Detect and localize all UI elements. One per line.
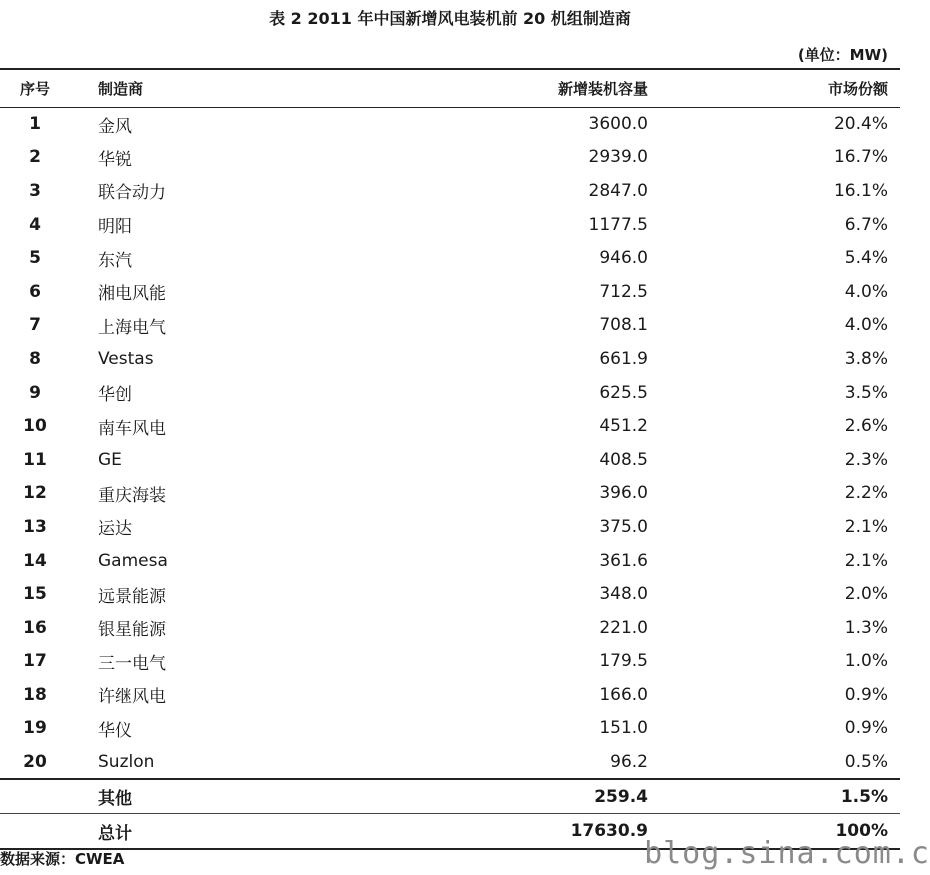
row-capacity: 661.9	[599, 348, 648, 369]
row-share: 1.0%	[844, 651, 888, 672]
row-capacity: 2939.0	[588, 147, 648, 168]
row-maker: 华仪	[98, 720, 132, 741]
row-share: 4.0%	[844, 315, 888, 336]
row-maker: GE	[98, 449, 122, 470]
header-row	[0, 69, 900, 107]
row-no: 17	[23, 651, 47, 672]
row-no: 15	[23, 584, 47, 605]
row-maker: 华锐	[98, 149, 132, 170]
row-maker: 湘电风能	[98, 284, 166, 305]
row-no: 20	[23, 751, 47, 772]
row-capacity: 361.6	[599, 550, 648, 571]
row-maker: 南车风电	[98, 418, 166, 439]
table-row	[0, 141, 900, 175]
row-maker: Suzlon	[98, 751, 155, 772]
header-no: 序号	[0, 69, 70, 107]
row-share: 0.9%	[844, 718, 888, 739]
row-no: 11	[23, 449, 47, 470]
table-row	[0, 208, 900, 242]
table-row	[0, 107, 900, 141]
row-no: 5	[29, 248, 41, 269]
header-share: 市场份额	[650, 69, 900, 107]
row-share: 1.3%	[844, 617, 888, 638]
row-maker: 联合动力	[98, 183, 166, 204]
total-share: 100%	[650, 814, 900, 849]
row-share: 16.1%	[833, 180, 888, 201]
table-row	[0, 241, 900, 275]
row-share: 3.5%	[844, 382, 888, 403]
table-row	[0, 376, 900, 410]
row-share: 20.4%	[833, 114, 888, 135]
row-maker: 金风	[98, 116, 132, 137]
table-row	[0, 745, 900, 779]
row-maker: Vestas	[98, 348, 154, 369]
data-source: 数据来源：CWEA	[0, 850, 125, 868]
manufacturers-table	[0, 68, 900, 850]
row-capacity: 166.0	[599, 684, 648, 705]
row-share: 2.2%	[844, 483, 888, 504]
row-no: 14	[23, 550, 47, 571]
row-no: 4	[29, 214, 41, 235]
row-maker: 许继风电	[98, 687, 166, 708]
row-no: 3	[29, 180, 41, 201]
row-share: 2.1%	[844, 550, 888, 571]
row-share: 2.3%	[844, 449, 888, 470]
table-title: 表 2 2011 年中国新增风电装机前 20 机组制造商	[269, 9, 631, 28]
row-capacity: 396.0	[599, 483, 648, 504]
others-label: 其他	[70, 779, 368, 814]
total-capacity: 17630.9	[368, 814, 650, 849]
table-row	[0, 275, 900, 309]
header-capacity: 新增装机容量	[368, 69, 650, 107]
row-no: 2	[29, 147, 41, 168]
table-row	[0, 645, 900, 679]
header-maker: 制造商	[70, 69, 368, 107]
table-row	[0, 611, 900, 645]
table-row	[0, 544, 900, 578]
row-capacity: 408.5	[599, 449, 648, 470]
table-body	[0, 107, 900, 779]
row-maker: 华创	[98, 385, 132, 406]
row-capacity: 221.0	[599, 617, 648, 638]
row-no: 6	[29, 281, 41, 302]
table-row	[0, 174, 900, 208]
row-share: 3.8%	[844, 348, 888, 369]
table-row	[0, 309, 900, 343]
row-capacity: 946.0	[599, 248, 648, 269]
table-row	[0, 577, 900, 611]
row-no: 16	[23, 617, 47, 638]
row-capacity: 96.2	[610, 751, 648, 772]
table-row	[0, 712, 900, 746]
row-no: 7	[29, 315, 41, 336]
row-maker: 运达	[98, 519, 132, 540]
row-no: 19	[23, 718, 47, 739]
row-no: 13	[23, 516, 47, 537]
table-row	[0, 443, 900, 477]
table-row	[0, 510, 900, 544]
table-row	[0, 477, 900, 511]
row-maker: 明阳	[98, 217, 132, 238]
unit-label: (单位：MW)	[797, 46, 888, 64]
row-capacity: 151.0	[599, 718, 648, 739]
watermark: blog.sina.com.c	[644, 836, 930, 871]
row-capacity: 451.2	[599, 416, 648, 437]
others-capacity: 259.4	[368, 779, 650, 814]
table-row	[0, 342, 900, 376]
row-no: 18	[23, 684, 47, 705]
row-capacity: 348.0	[599, 584, 648, 605]
others-row	[0, 779, 900, 814]
row-no: 1	[29, 114, 41, 135]
row-share: 2.6%	[844, 416, 888, 437]
row-maker: 东汽	[98, 250, 132, 271]
row-no: 9	[29, 382, 41, 403]
row-capacity: 1177.5	[588, 214, 648, 235]
table-row	[0, 409, 900, 443]
table-row	[0, 678, 900, 712]
row-capacity: 625.5	[599, 382, 648, 403]
others-share: 1.5%	[650, 779, 900, 814]
row-share: 2.1%	[844, 516, 888, 537]
row-capacity: 712.5	[599, 281, 648, 302]
others-no	[0, 779, 70, 814]
row-share: 0.9%	[844, 684, 888, 705]
row-maker: 重庆海装	[98, 485, 166, 506]
row-share: 4.0%	[844, 281, 888, 302]
row-capacity: 179.5	[599, 651, 648, 672]
row-maker: 三一电气	[98, 653, 166, 674]
row-capacity: 708.1	[599, 315, 648, 336]
row-no: 12	[23, 483, 47, 504]
row-share: 6.7%	[844, 214, 888, 235]
row-capacity: 3600.0	[588, 114, 648, 135]
row-maker: 远景能源	[98, 586, 166, 607]
total-label: 总计	[70, 814, 368, 849]
row-share: 16.7%	[833, 147, 888, 168]
row-no: 10	[23, 416, 47, 437]
row-share: 2.0%	[844, 584, 888, 605]
row-share: 5.4%	[844, 248, 888, 269]
row-maker: Gamesa	[98, 550, 168, 571]
row-share: 0.5%	[844, 751, 888, 772]
row-capacity: 2847.0	[588, 180, 648, 201]
row-maker: 上海电气	[98, 317, 166, 338]
row-maker: 银星能源	[98, 620, 166, 641]
row-capacity: 375.0	[599, 516, 648, 537]
row-no: 8	[29, 348, 41, 369]
total-no	[0, 814, 70, 849]
